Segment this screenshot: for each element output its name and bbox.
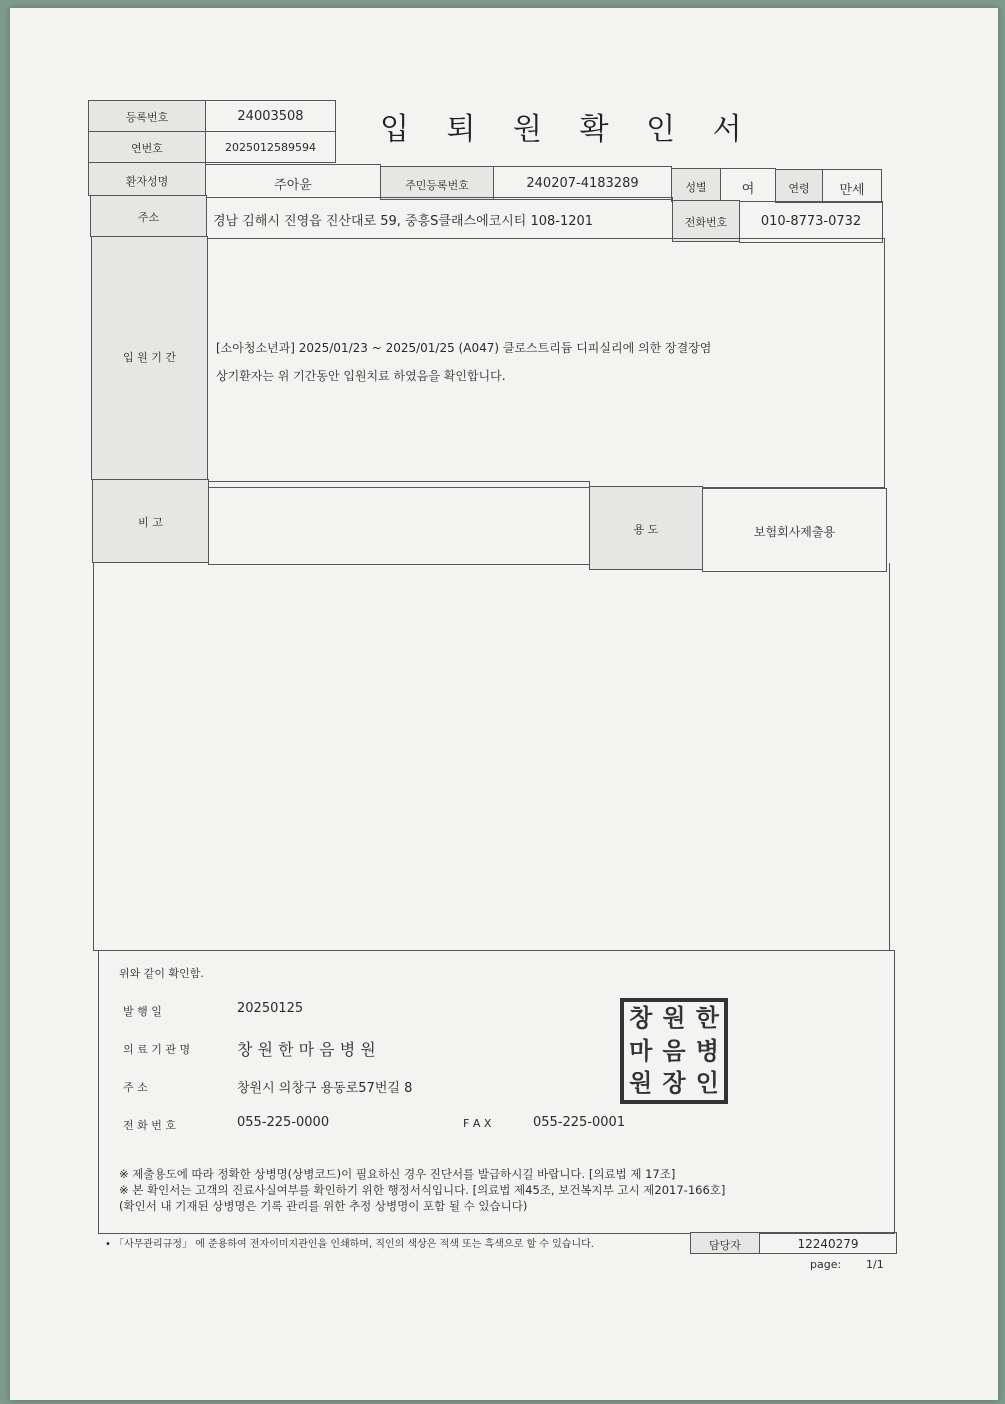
patient-value: 주아윤 [274, 178, 312, 193]
address-cell [206, 197, 673, 239]
seal-char: 마 [629, 1036, 653, 1065]
staff-label: 담당자 [709, 1239, 741, 1252]
period-line2: 상기환자는 위 기간동안 입원치료 하였음을 확인합니다. [216, 369, 506, 383]
certificate-page [10, 8, 998, 1400]
confirm-statement: 위와 같이 확인함. [119, 967, 204, 980]
age-label-cell [775, 169, 823, 203]
phone-cell [739, 201, 883, 243]
reg-no-label-cell [88, 100, 206, 132]
serial-label: 연번호 [131, 142, 163, 155]
rrn-label-cell [380, 166, 494, 200]
patient-label: 환자성명 [125, 175, 169, 188]
period-label: 입 원 기 간 [123, 351, 176, 364]
reg-no-cell [205, 100, 336, 132]
rrn-cell [493, 166, 672, 200]
remark-label: 비 고 [138, 516, 163, 529]
document-title: 입 퇴 원 확 인 서 [380, 112, 756, 147]
seal-char: 병 [695, 1036, 719, 1065]
serial-label-cell [88, 131, 206, 163]
seal-char: 원 [629, 1069, 653, 1098]
staff-label-cell [690, 1232, 760, 1254]
age-label: 연령 [788, 182, 810, 195]
confirmation-box [98, 950, 895, 1234]
seal-char: 창 [629, 1004, 653, 1032]
age-value: 만세 [839, 183, 865, 198]
phone-label: 전화번호 [684, 216, 728, 229]
usage-value: 보험회사제출용 [753, 525, 836, 539]
phone-label-cell [672, 200, 740, 242]
issue-date-value: 20250125 [237, 1001, 304, 1016]
address-label: 주소 [137, 211, 160, 224]
seal-char: 음 [662, 1036, 686, 1065]
issue-date-label: 발 행 일 [123, 1005, 162, 1018]
period-line1: [소아청소년과] 2025/01/23 ~ 2025/01/25 (A047) 클로스트리듐 디피실리에 의한 장결장염 [216, 341, 712, 355]
staff-id-cell [759, 1232, 897, 1254]
inst-fax-value: 055-225-0001 [533, 1115, 626, 1130]
address-value: 경남 김해시 진영읍 진산대로 59, 중흥S클래스에코시티 108-1201 [213, 214, 594, 229]
seal-char: 장 [662, 1069, 686, 1098]
period-label-cell [91, 236, 208, 480]
inst-fax-label: F A X [463, 1117, 492, 1130]
blank-area [93, 563, 890, 951]
seal-char: 한 [695, 1004, 719, 1032]
phone-value: 010-8773-0732 [760, 214, 862, 229]
sex-value: 여 [741, 182, 755, 197]
note-1: ※ 제출용도에 따라 정확한 상병명(상병코드)이 필요하신 경우 진단서를 발급하시길 바랍니다. [의료법 제 17조] [119, 1167, 676, 1181]
hospital-seal-stamp [620, 998, 728, 1104]
sex-cell [720, 168, 776, 202]
inst-tel-label: 전 화 번 호 [123, 1119, 176, 1132]
institution-label: 의 료 기 관 명 [123, 1043, 191, 1056]
note-2: ※ 본 확인서는 고객의 진료사실여부를 확인하기 위한 행정서식입니다. [의료법 제45조, 보건복지부 고시 제2017-166호] [119, 1183, 726, 1197]
seal-char: 원 [662, 1004, 686, 1032]
address-label-cell [90, 195, 207, 237]
inst-address-label: 주 소 [123, 1081, 148, 1094]
patient-label-cell [88, 162, 206, 196]
patient-cell [205, 164, 381, 198]
page-label: page: [810, 1258, 842, 1271]
age-cell [822, 169, 882, 203]
sex-label: 성별 [685, 181, 707, 194]
reg-no-value: 24003508 [237, 109, 304, 124]
remark-cell [208, 481, 590, 565]
serial-value: 2025012589594 [225, 141, 316, 154]
staff-id: 12240279 [797, 1237, 859, 1251]
page-value: 1/1 [866, 1258, 884, 1271]
rrn-value: 240207-4183289 [526, 176, 639, 191]
sex-label-cell [671, 168, 721, 202]
serial-cell [205, 131, 336, 163]
inst-address-value: 창원시 의창구 용동로57번길 8 [237, 1081, 413, 1096]
reg-no-label: 등록번호 [125, 111, 169, 124]
usage-label: 용 도 [633, 523, 659, 536]
period-cell [207, 238, 885, 488]
usage-cell [702, 488, 887, 572]
usage-label-cell [589, 486, 703, 570]
seal-char: 인 [695, 1069, 719, 1098]
rrn-label: 주민등록번호 [405, 179, 469, 192]
remark-label-cell [92, 479, 209, 563]
note-3: (확인서 내 기재된 상병명은 기록 관리를 위한 추정 상병명이 포함 될 수 있습니다) [119, 1199, 528, 1213]
footer-disclaimer: • 「사무관리규정」 에 준용하여 전자이미지관인을 인쇄하며, 직인의 색상은 적색 또는 흑색으로 할 수 있습니다. [105, 1239, 594, 1250]
institution-name: 창 원 한 마 음 병 원 [237, 1040, 376, 1059]
inst-tel-value: 055-225-0000 [237, 1115, 330, 1130]
